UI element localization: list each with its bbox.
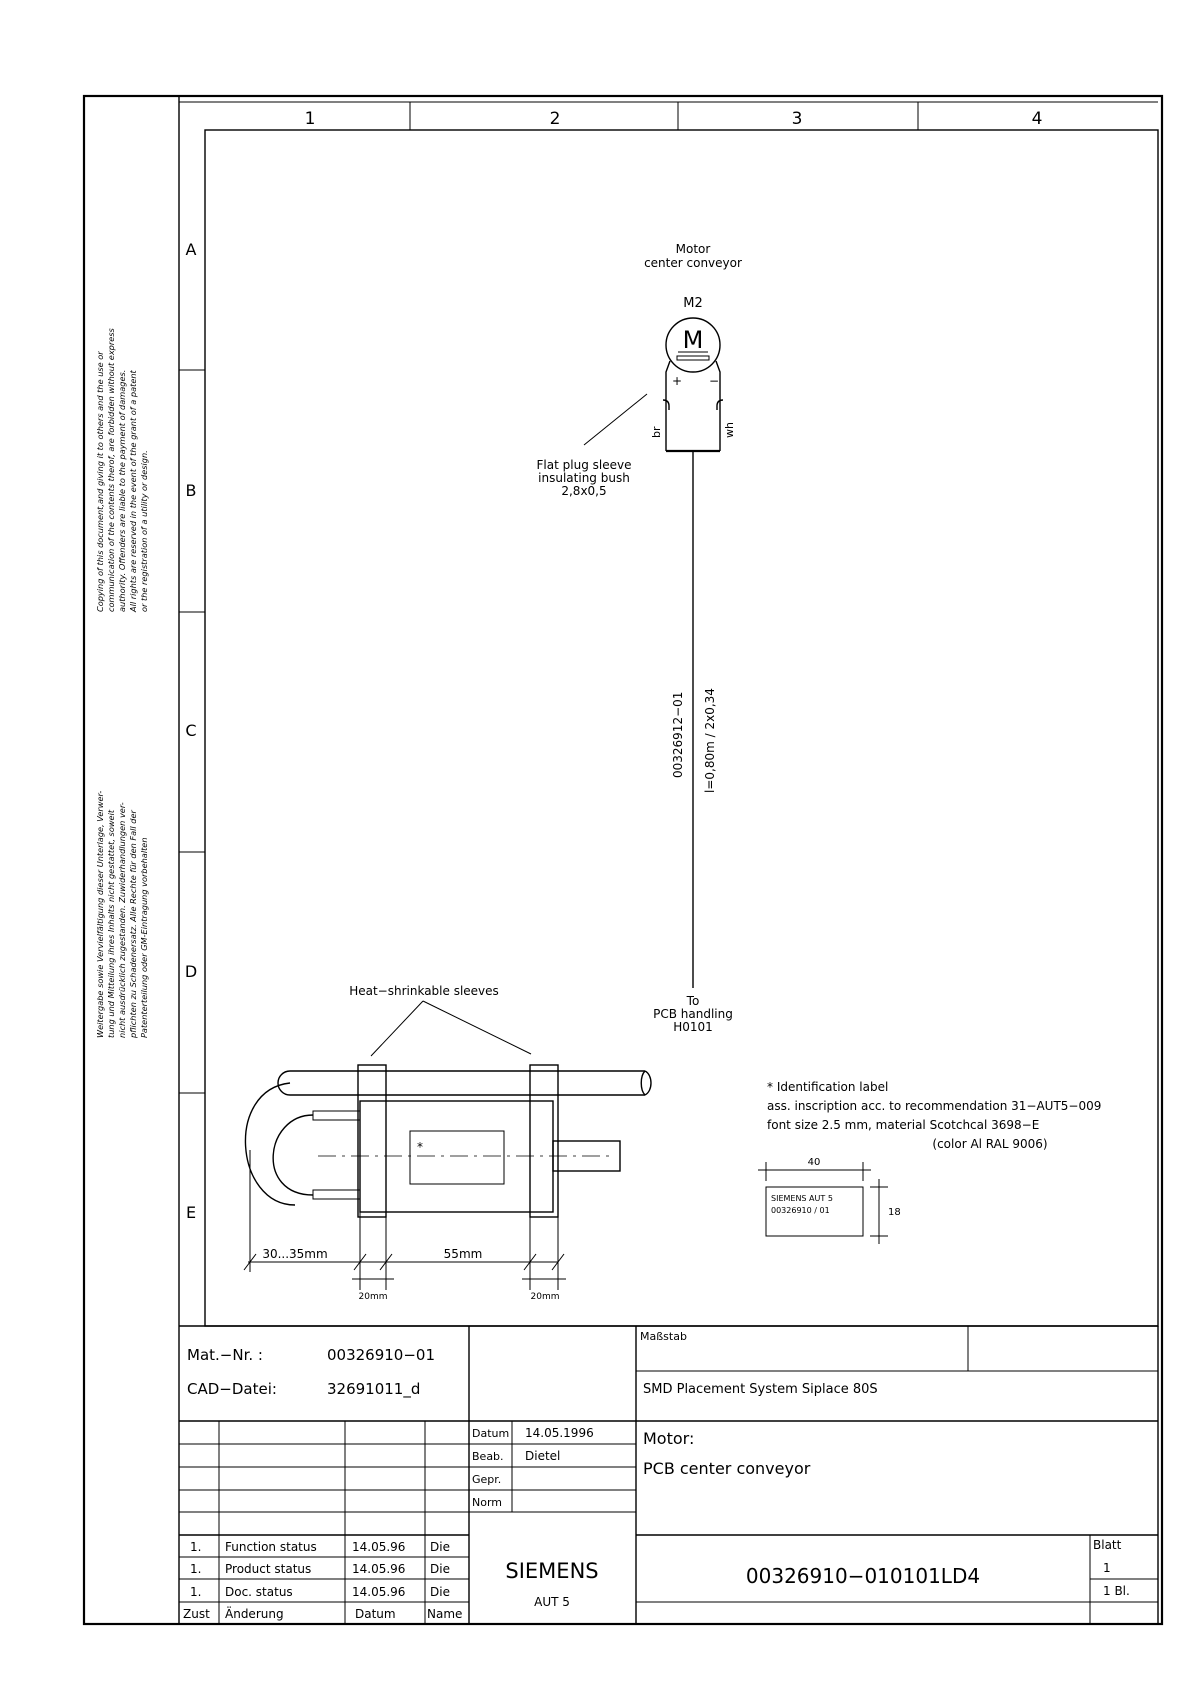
dim-overhang: 30...35mm [262, 1247, 328, 1261]
copyright-de-line: Patenterteilung oder GM-Eintragung vorbehalten [139, 837, 149, 1038]
massstab-label: Maßstab [640, 1330, 687, 1343]
wire-outer-curve [245, 1083, 295, 1205]
status-row-2-datum: 14.05.96 [352, 1562, 406, 1576]
norm-label: Norm [472, 1496, 503, 1509]
copyright-english [95, 327, 149, 613]
label-position [410, 1131, 504, 1184]
datum-value: 14.05.1996 [525, 1426, 594, 1440]
ident-width: 40 [807, 1157, 821, 1168]
drawing-number: 00326910−010101LD4 [745, 1564, 981, 1588]
ident-label-line2: 00326910 / 01 [771, 1206, 830, 1215]
sleeves-label: Heat−shrinkable sleeves [349, 984, 499, 998]
ident-line4: (color Al RAL 9006) [932, 1137, 1048, 1151]
sleeve-left [358, 1065, 386, 1217]
ident-heading: * Identification label [767, 1080, 889, 1094]
destination-line1: To [686, 994, 700, 1008]
copyright-de-line: pflichten zu Schadenersatz. Alle Rechte für den Fall der [128, 810, 138, 1038]
row-label-d: D [184, 962, 198, 981]
motor-minus: − [709, 374, 720, 388]
dim-sleeve-right: 20mm [530, 1292, 560, 1302]
ident-label-line1: SIEMENS AUT 5 [771, 1194, 833, 1203]
motor-subtitle: center conveyor [644, 256, 742, 270]
cable-spec: l=0,80m / 2x0,34 [703, 688, 717, 793]
header-zust: Zust [183, 1607, 210, 1621]
status-row-3-zust: 1. [190, 1585, 202, 1599]
motor-symbol-letter: M [682, 326, 704, 354]
row-label-e: E [185, 1203, 197, 1222]
beab-value: Dietel [525, 1449, 561, 1463]
drawing-title-1: Motor: [643, 1429, 695, 1448]
ident-height: 18 [888, 1207, 901, 1218]
division-name: AUT 5 [534, 1595, 570, 1609]
plug-right [717, 400, 723, 410]
copyright-de-line: Weitergabe sowie Vervielfältigung dieser Unterlage, Verwer- [95, 790, 105, 1038]
column-label-1: 1 [304, 109, 316, 129]
system-name: SMD Placement System Siplace 80S [643, 1382, 878, 1397]
cable-cut-end [641, 1071, 651, 1095]
plug-leader-line [584, 394, 647, 445]
blatt-value: 1 [1103, 1561, 1111, 1575]
column-label-3: 3 [791, 109, 803, 129]
blatt-label: Blatt [1093, 1538, 1122, 1552]
ident-line2: ass. inscription acc. to recommendation 31−AUT5−009 [767, 1099, 1102, 1113]
motor-symbol-bar [677, 356, 709, 360]
copyright-en-line: All rights are reserved in the event of the grant of a patent [128, 370, 138, 612]
wire-color-right: wh [723, 422, 736, 438]
plug-note-line2: insulating bush [538, 471, 630, 485]
label-asterisk: * [417, 1140, 423, 1154]
status-row-1-zust: 1. [190, 1540, 202, 1554]
sleeve-detail [244, 984, 651, 1302]
cable-part-number: 00326912−01 [671, 691, 685, 778]
mat-label: Mat.−Nr. : [187, 1346, 263, 1364]
beab-label: Beab. [472, 1450, 504, 1463]
status-row-1-name: Die [430, 1540, 450, 1554]
status-row-2-zust: 1. [190, 1562, 202, 1576]
status-row-1-aenderung: Function status [225, 1540, 317, 1554]
status-row-2-name: Die [430, 1562, 450, 1576]
destination-line2: PCB handling [653, 1007, 733, 1021]
wire-color-left: br [650, 426, 663, 438]
motor-plus: + [672, 374, 683, 388]
title-block [179, 1326, 1158, 1624]
copyright-en-line: Copying of this document,and giving it to others and the use or [95, 351, 105, 612]
datum-label: Datum [472, 1427, 510, 1440]
row-label-c: C [185, 721, 197, 740]
copyright-en-line: communication of the contents therof, are forbidden without express [106, 328, 116, 612]
copyright-en-line: or the registration of a utility or design. [139, 450, 149, 612]
header-datum: Datum [355, 1607, 396, 1621]
status-row-2-aenderung: Product status [225, 1562, 312, 1576]
copyright-de-line: tung und Mitteilung ihres Inhalts nicht gestattet, soweit [106, 809, 116, 1038]
status-row-3-aenderung: Doc. status [225, 1585, 293, 1599]
dim-sleeve-left: 20mm [358, 1292, 388, 1302]
dim-length: 55mm [443, 1247, 483, 1261]
row-header [179, 240, 205, 1222]
header-name: Name [427, 1607, 463, 1621]
status-row-3-name: Die [430, 1585, 450, 1599]
copyright-german [95, 791, 149, 1039]
row-label-a: A [185, 240, 197, 259]
status-row-1-datum: 14.05.96 [352, 1540, 406, 1554]
copyright-en-line: authority. Offenders are liable to the payment of damages. [117, 369, 127, 612]
motor-designation: M2 [683, 296, 703, 311]
connector-top [313, 1111, 360, 1120]
sleeves-leader-right [423, 1001, 531, 1054]
motor-schematic [537, 242, 742, 1034]
identification-note [758, 1080, 1101, 1244]
wire-left-curve [273, 1115, 313, 1195]
column-header [179, 102, 1158, 130]
status-row-3-datum: 14.05.96 [352, 1585, 406, 1599]
plug-note-line1: Flat plug sleeve [536, 458, 632, 472]
ident-line3: font size 2.5 mm, material Scotchcal 3698−E [767, 1118, 1040, 1132]
mat-value: 00326910−01 [327, 1346, 436, 1364]
column-label-2: 2 [549, 109, 561, 129]
motor-title: Motor [675, 242, 711, 256]
sheet-count: 1 Bl. [1103, 1584, 1130, 1598]
motor-body [360, 1101, 553, 1212]
drawing-title-2: PCB center conveyor [643, 1459, 811, 1478]
company-name: SIEMENS [505, 1559, 599, 1583]
cad-value: 32691011_d [327, 1380, 421, 1398]
column-label-4: 4 [1031, 109, 1043, 129]
plug-note-line3: 2,8x0,5 [561, 484, 607, 498]
gepr-label: Gepr. [472, 1473, 502, 1486]
connector-bottom [313, 1190, 360, 1199]
row-label-b: B [185, 481, 197, 500]
copyright-de-line: nicht ausdrücklich zugestanden. Zuwiderhandlungen ver- [117, 802, 127, 1038]
header-aenderung: Änderung [225, 1607, 284, 1621]
sleeves-leader-left [371, 1001, 423, 1056]
motor-wire-left [666, 361, 670, 400]
plug-left [663, 400, 669, 410]
cad-label: CAD−Datei: [187, 1380, 277, 1398]
destination-line3: H0101 [673, 1020, 713, 1034]
